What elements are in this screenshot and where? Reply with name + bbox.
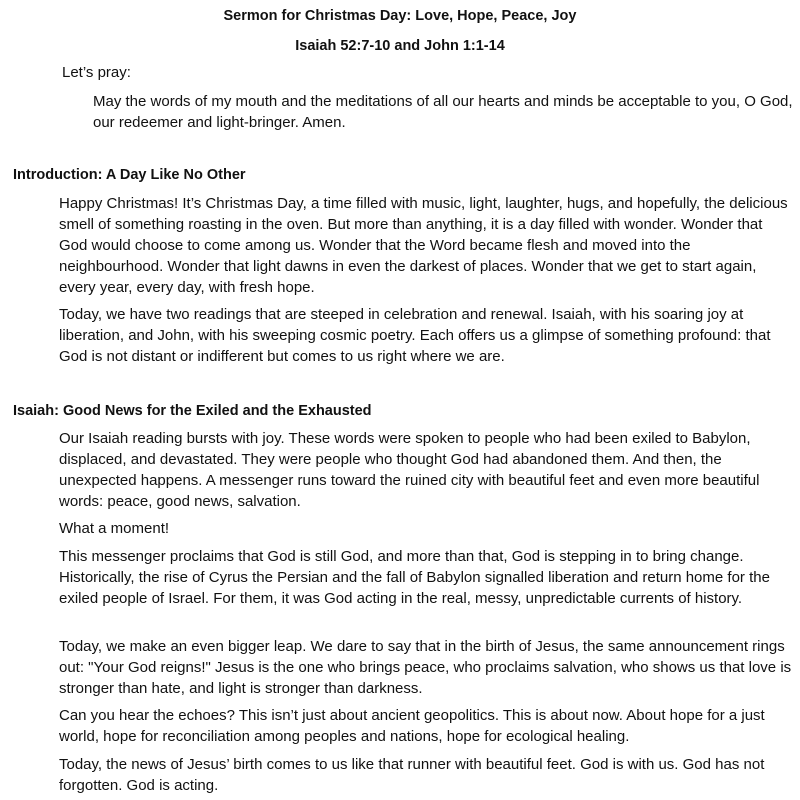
isaiah-paragraph: Today, we make an even bigger leap. We dare to say that in the birth of Jesus, the same announcement rings out: "Your God reigns!" Jesus is the one who brings peace, who proclaims salvation, who shows us that love is stronger than hate, and light is stronger than darkness. xyxy=(59,638,792,697)
opening-prayer: May the words of my mouth and the meditations of all our hearts and minds be acceptable to you, O God, our redeemer and light-bringer. Amen. xyxy=(93,93,793,131)
scripture-reference: Isaiah 52:7-10 and John 1:1-14 xyxy=(295,38,505,54)
isaiah-paragraph: What a moment! xyxy=(59,520,170,537)
isaiah-paragraph: Today, the news of Jesus’ birth comes to us like that runner with beautiful feet. God is with us. God has not forgotten. God is acting. xyxy=(59,756,765,794)
isaiah-paragraph: Can you hear the echoes? This isn’t just about ancient geopolitics. This is about now. About hope for a just world, hope for reconciliation among peoples and nations, hope for ecological healing. xyxy=(59,707,765,745)
introduction-paragraph: Happy Christmas! It’s Christmas Day, a time filled with music, light, laughter, hugs, and hopefully, the delicious smell of something roasting in the oven. But more than anything, it is a day filled with wonder. Wonder that God would choose to come among us. Wonder that the Word became flesh and moved into the neighbourhood. Wonder that light dawns in even the darkest of places. Wonder that we get to start again, every year, every day, with fresh hope. xyxy=(59,195,788,296)
prayer-label: Let’s pray: xyxy=(62,64,131,81)
isaiah-paragraph: Our Isaiah reading bursts with joy. These words were spoken to people who had been exiled to Babylon, displaced, and devastated. They were people who thought God had abandoned them. And then, the unexpected happens. A messenger runs toward the ruined city with beautiful feet and even more beautiful words: peace, good news, salvation. xyxy=(59,430,760,510)
isaiah-heading: Isaiah: Good News for the Exiled and the Exhausted xyxy=(13,403,372,419)
introduction-paragraph: Today, we have two readings that are steeped in celebration and renewal. Isaiah, with his soaring joy at liberation, and John, with his sweeping cosmic poetry. Each offers us a glimpse of something profound: that God is not distant or indifferent but comes to us right where we are. xyxy=(59,306,771,365)
introduction-heading: Introduction: A Day Like No Other xyxy=(13,167,246,183)
isaiah-paragraph: This messenger proclaims that God is still God, and more than that, God is stepping in to bring change. Historically, the rise of Cyrus the Persian and the fall of Babylon signalled liberation and return home for the exiled people of Israel. For them, it was God acting in the real, messy, unpredictable currents of history. xyxy=(59,548,770,607)
sermon-title: Sermon for Christmas Day: Love, Hope, Peace, Joy xyxy=(223,8,577,24)
